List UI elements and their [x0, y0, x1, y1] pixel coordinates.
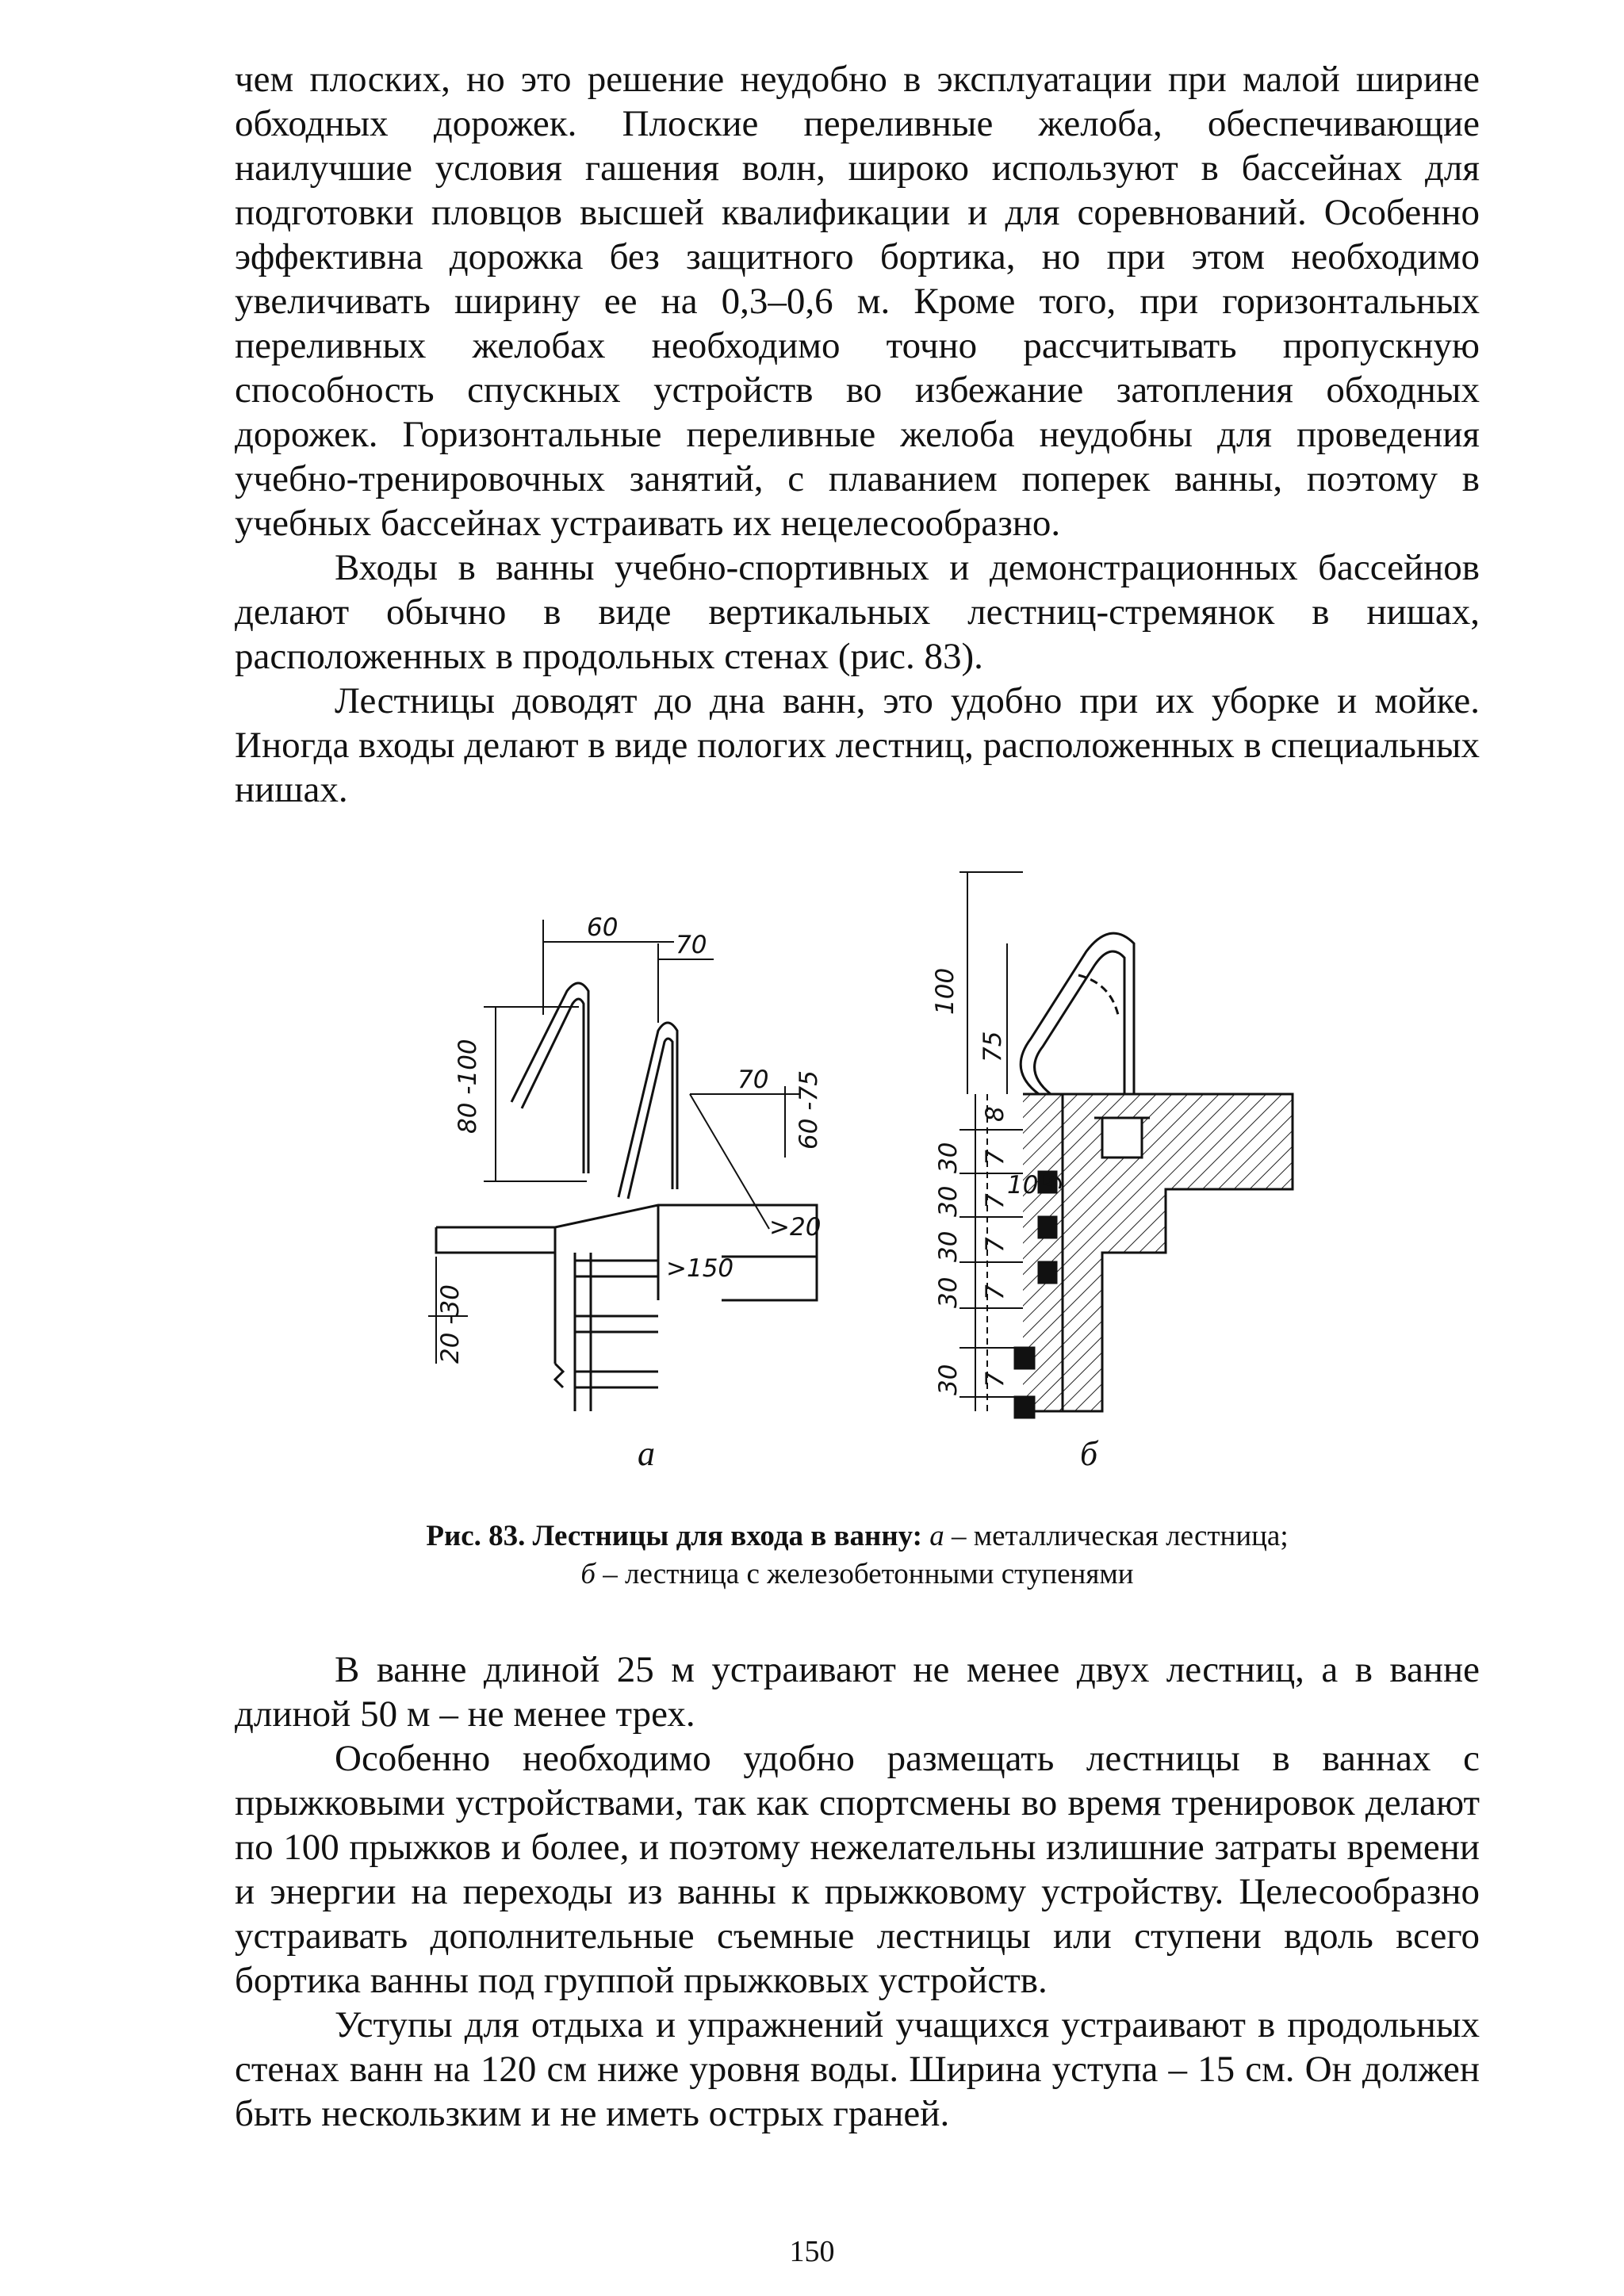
text-block-top — [235, 57, 1480, 812]
dim-label: 70 — [676, 931, 707, 959]
dim-label: 7 — [981, 1150, 1009, 1165]
paragraph-ledges: Уступы для отдыха и упражнений учащихся устраивают в продольных стенах ванн на 120 см ниже уровня воды. Ширина уступа – 15 см. Он должен быть нескользким и не иметь острых граней. — [235, 2004, 1480, 2134]
dim-label: 100 — [931, 967, 959, 1015]
ladder-drawings — [420, 856, 1300, 1475]
dim-label: 8 — [981, 1106, 1009, 1122]
dim-label: 10 — [1007, 1171, 1039, 1200]
paragraph-continuation: чем плоских, но это решение неудобно в эксплуатации при малой ширине обходных дорожек. Плоские переливные желоба, обеспечивающие наилучшие условия гашения волн, широко используют в бассейнах для подготовки пловцов высшей квалификации и для соревнований. Особенно эффективна дорожка без защитного бортика, но при этом необходимо увеличивать ширину ее на 0,3–0,6 м. Кроме того, при горизонтальных переливных желобах необходимо точно рассчитывать пропускную способность спускных устройств во избежание затопления обходных дорожек. Горизонтальные переливные желоба неудобны для проведения учебно-тренировочных занятий, с плаванием поперек ванны, поэтому в учебных бассейнах устраивать их нецелесообразно. — [235, 59, 1480, 544]
figure-label-a: а — [638, 1434, 655, 1473]
caption-line-1 — [235, 1517, 1480, 1556]
dim-label: 60 -75 — [795, 1070, 823, 1150]
dim-label: 75 — [979, 1031, 1007, 1062]
dim-label: >20 — [769, 1213, 822, 1242]
dim-label: 60 — [587, 913, 619, 942]
caption-title: Рис. 83. Лестницы для входа в ванну: — [426, 1520, 922, 1552]
dim-label: 70 — [737, 1066, 769, 1094]
caption-line-2 — [235, 1556, 1480, 1594]
paragraph-ladders: Лестницы доводят до дна ванн, это удобно при их уборке и мойке. Иногда входы делают в виде пологих лестниц, расположенных в специальных нишах. — [235, 680, 1480, 810]
dim-label: 30 — [934, 1364, 963, 1395]
text-block-bottom — [235, 1647, 1480, 2136]
dim-label: >150 — [666, 1254, 734, 1283]
caption-b-letter: б — [580, 1558, 596, 1590]
caption-a-text: – металлическая лестница; — [951, 1520, 1289, 1552]
dim-label: 7 — [981, 1372, 1009, 1387]
dim-label: 7 — [981, 1193, 1009, 1209]
drawing-a-metal-ladder — [428, 920, 817, 1411]
caption-b-text: – лестница с железобетонными ступенями — [603, 1558, 1134, 1590]
dim-label: 80 -100 — [454, 1039, 482, 1134]
dim-label: 30 — [934, 1142, 963, 1173]
figure-caption — [235, 1517, 1480, 1594]
dim-label: 7 — [981, 1237, 1009, 1253]
paragraph-ladder-count: В ванне длиной 25 м устраивают не менее двух лестниц, а в ванне длиной 50 м – не менее трех. — [235, 1649, 1480, 1735]
paragraph-diving: Особенно необходимо удобно размещать лестницы в ваннах с прыжковыми устройствами, так как спортсмены во время тренировок делают по 100 прыжков и более, и поэтому нежелательны излишние затраты времени и энергии на переходы из ванны к прыжковому устройству. Целесообразно устраивать дополнительные съемные лестницы или ступени вдоль всего бортика ванны под группой прыжковых устройств. — [235, 1738, 1480, 2001]
dim-label: 7 — [981, 1284, 1009, 1300]
dim-label: 30 — [934, 1185, 963, 1217]
drawing-a-dimensions — [436, 913, 823, 1364]
dim-label: 30 — [934, 1276, 963, 1308]
paragraph-entrances: Входы в ванны учебно-спортивных и демонстрационных бассейнов делают обычно в виде вертикальных лестниц-стремянок в нишах, расположенных в продольных стенах (рис. 83). — [235, 547, 1480, 677]
figure-label-b: б — [1080, 1434, 1098, 1473]
dim-label: 30 — [934, 1230, 963, 1262]
figure-83 — [420, 856, 1300, 1475]
page-number: 150 — [789, 2235, 835, 2268]
dim-label: 5 — [1039, 1173, 1067, 1189]
caption-a-letter: а — [929, 1520, 944, 1552]
drawing-b-concrete-steps — [959, 872, 1293, 1418]
dim-label: 20 -30 — [436, 1284, 465, 1364]
